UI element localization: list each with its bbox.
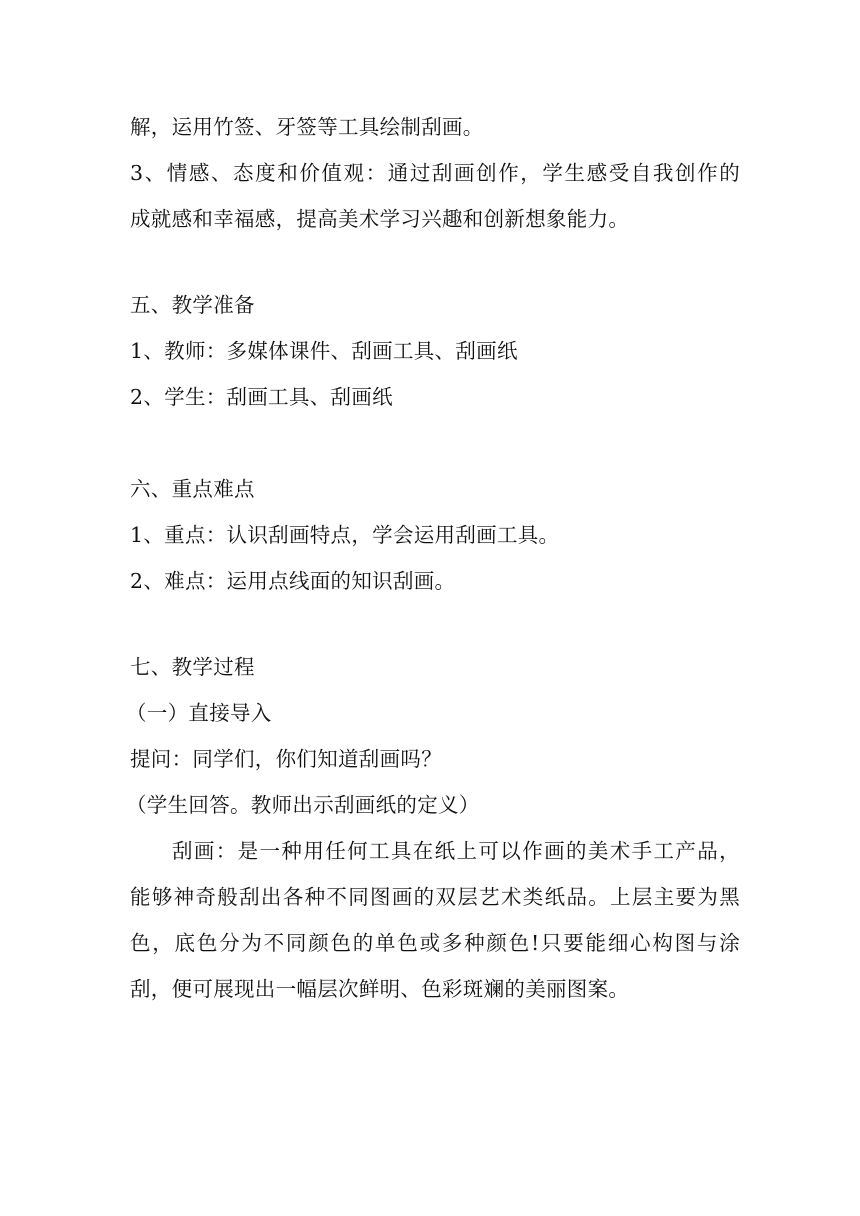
text-line-objective-2-end: 解，运用竹签、牙签等工具绘制刮画。 (130, 115, 484, 139)
text-line-student-answer: （学生回答。教师出示刮画纸的定义） (126, 793, 480, 817)
subheading-introduction: （一）直接导入 (126, 701, 272, 725)
text-line-student-prep: 2、学生：刮画工具、刮画纸 (130, 385, 393, 409)
section-heading-key-points: 六、重点难点 (130, 477, 255, 501)
text-line-objective-3-cont: 成就感和幸福感，提高美术学习兴趣和创新想象能力。 (130, 207, 630, 231)
paragraph-definition-line-1: 刮画：是一种用任何工具在纸上可以作画的美术手工产品， (172, 839, 740, 863)
text-line-objective-3: 3、情感、态度和价值观：通过刮画创作，学生感受自我创作的 (130, 161, 740, 185)
section-heading-preparation: 五、教学准备 (130, 293, 255, 317)
paragraph-definition-line-3: 色，底色分为不同颜色的单色或多种颜色!只要能细心构图与涂 (130, 931, 740, 955)
section-heading-process: 七、教学过程 (130, 655, 255, 679)
text-line-question: 提问：同学们，你们知道刮画吗？ (130, 747, 442, 771)
text-line-key-point: 1、重点：认识刮画特点，学会运用刮画工具。 (130, 523, 560, 547)
text-line-difficult-point: 2、难点：运用点线面的知识刮画。 (130, 569, 456, 593)
text-line-teacher-prep: 1、教师：多媒体课件、刮画工具、刮画纸 (130, 339, 518, 363)
paragraph-definition-line-2: 能够神奇般刮出各种不同图画的双层艺术类纸品。上层主要为黑 (130, 885, 740, 909)
paragraph-definition-line-4: 刮，便可展现出一幅层次鲜明、色彩斑斓的美丽图案。 (130, 977, 630, 1001)
